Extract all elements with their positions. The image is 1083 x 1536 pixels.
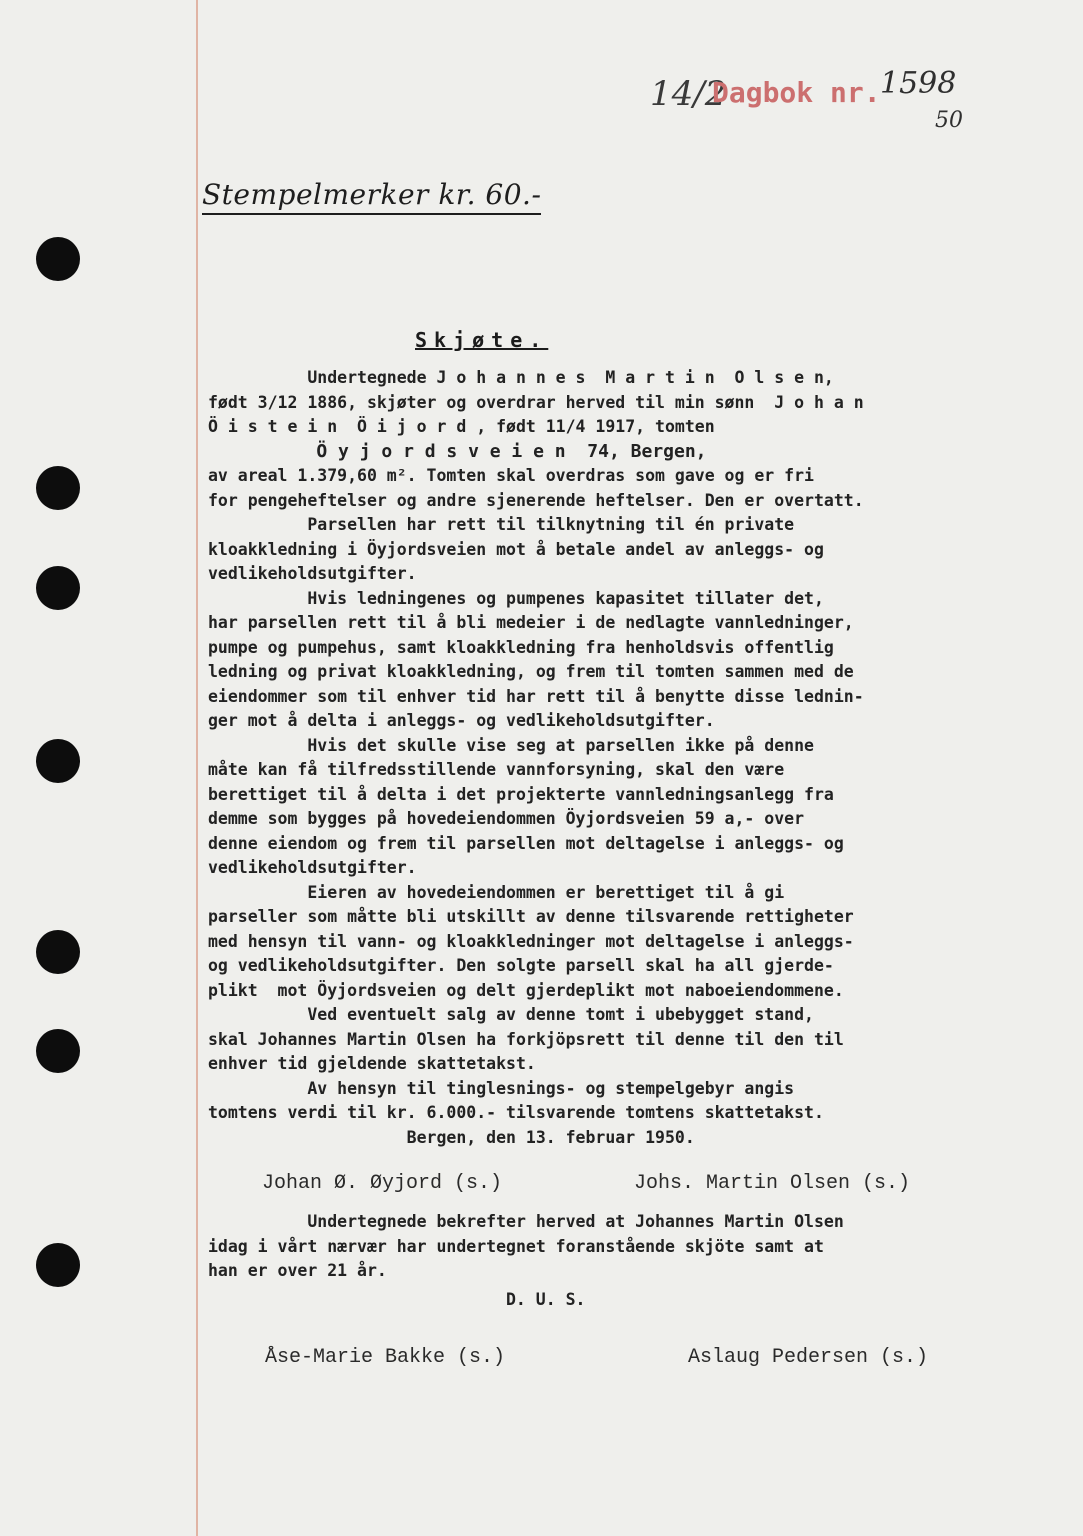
date-line: Bergen, den 13. februar 1950.	[208, 1127, 695, 1147]
body-line: demme som bygges på hovedeiendommen Öyjordsveien 59 a,- over	[208, 809, 805, 828]
body-line: Ö i s t e i n Ö i j o r d , født 11/4 1917, tomten	[208, 417, 715, 436]
body-line: tomtens verdi til kr. 6.000.- tilsvarende tomtens skattetakst.	[208, 1103, 824, 1122]
stamp-date: 14/2	[650, 74, 727, 114]
confirmation-line: idag i vårt nærvær har undertegnet foranstående skjöte samt at	[208, 1236, 824, 1256]
body-line: Hvis ledningenes og pumpenes kapasitet tillater det,	[208, 588, 824, 608]
body-line: pumpe og pumpehus, samt kloakkledning fra henholdsvis offentlig	[208, 637, 834, 657]
confirmation-line: Undertegnede bekrefter herved at Johannes Martin Olsen	[208, 1212, 844, 1231]
body-line: av areal 1.379,60 m². Tomten skal overdras som gave og er fri	[208, 466, 814, 485]
signature-buyer: Johan Ø. Øyjord (s.)	[262, 1172, 503, 1195]
signature-seller: Johs. Martin Olsen (s.)	[634, 1172, 911, 1195]
body-line: Eieren av hovedeiendommen er berettiget til å gi	[208, 882, 785, 902]
body-line: ger mot å delta i anleggs- og vedlikeholdsutgifter.	[208, 711, 715, 730]
dus-mark: D. U. S.	[506, 1290, 586, 1309]
body-line: kloakkledning i Öyjordsveien mot å betale andel av anleggs- og	[208, 539, 824, 559]
body-line: plikt mot Öyjordsveien og delt gjerdeplikt mot naboeiendommene.	[208, 980, 844, 1000]
stamp-label: Dagbok nr.	[712, 76, 881, 109]
punch-hole	[36, 466, 80, 510]
body-line: skal Johannes Martin Olsen ha forkjöpsrett til denne til den til	[208, 1029, 844, 1049]
handwritten-stamp-fee-note: Stempelmerker kr. 60.-	[202, 178, 541, 215]
body-line: har parsellen rett til å bli medeier i de nedlagte vannledninger,	[208, 613, 854, 632]
body-line: Hvis det skulle vise seg at parsellen ikke på denne	[208, 735, 814, 755]
deed-body	[208, 366, 1043, 1150]
body-line: måte kan få tilfredsstillende vannforsyning, skal den være	[208, 760, 785, 779]
witness-signature-2: Aslaug Pedersen (s.)	[688, 1346, 929, 1369]
body-line: ledning og privat kloakkledning, og frem til tomten sammen med de	[208, 662, 854, 681]
body-line: vedlikeholdsutgifter.	[208, 564, 417, 583]
punch-hole	[36, 1029, 80, 1073]
margin-line	[196, 0, 198, 1536]
body-line: for pengeheftelser og andre sjenerende heftelser. Den er overtatt.	[208, 490, 864, 510]
body-line: enhver tid gjeldende skattetakst.	[208, 1054, 536, 1073]
body-line: Undertegnede J o h a n n e s M a r t i n O l s e n,	[208, 368, 834, 387]
body-line: parseller som måtte bli utskillt av denne tilsvarende rettigheter	[208, 907, 854, 926]
body-line: Ved eventuelt salg av denne tomt i ubebygget stand,	[208, 1005, 814, 1024]
stamp-number: 1598	[880, 66, 957, 101]
punch-hole	[36, 566, 80, 610]
punch-hole	[36, 1243, 80, 1287]
body-line: eiendommer som til enhver tid har rett til å benytte disse lednin-	[208, 686, 864, 706]
stamp-year: 50	[935, 108, 963, 133]
punch-hole	[36, 739, 80, 783]
document-title: Skjøte.	[415, 328, 549, 352]
confirmation-line: han er over 21 år.	[208, 1261, 387, 1280]
body-line: med hensyn til vann- og kloakkledninger mot deltagelse i anleggs-	[208, 931, 854, 951]
body-line: født 3/12 1886, skjøter og overdrar herved til min sønn J o h a n	[208, 392, 864, 412]
body-line: denne eiendom og frem til parsellen mot deltagelse i anleggs- og	[208, 833, 844, 853]
body-line: vedlikeholdsutgifter.	[208, 858, 417, 877]
journal-stamp	[650, 66, 990, 146]
body-line: og vedlikeholdsutgifter. Den solgte parsell skal ha all gjerde-	[208, 956, 834, 975]
punch-hole	[36, 930, 80, 974]
witness-confirmation	[208, 1210, 1043, 1284]
punch-hole	[36, 237, 80, 281]
body-line: berettiget til å delta i det projekterte vannledningsanlegg fra	[208, 784, 834, 804]
body-line: Av hensyn til tinglesnings- og stempelgebyr angis	[208, 1078, 795, 1098]
witness-signature-1: Åse-Marie Bakke (s.)	[265, 1346, 506, 1369]
body-line: Ö y j o r d s v e i e n 74, Bergen,	[208, 440, 707, 462]
body-line: Parsellen har rett til tilknytning til én private	[208, 515, 795, 534]
